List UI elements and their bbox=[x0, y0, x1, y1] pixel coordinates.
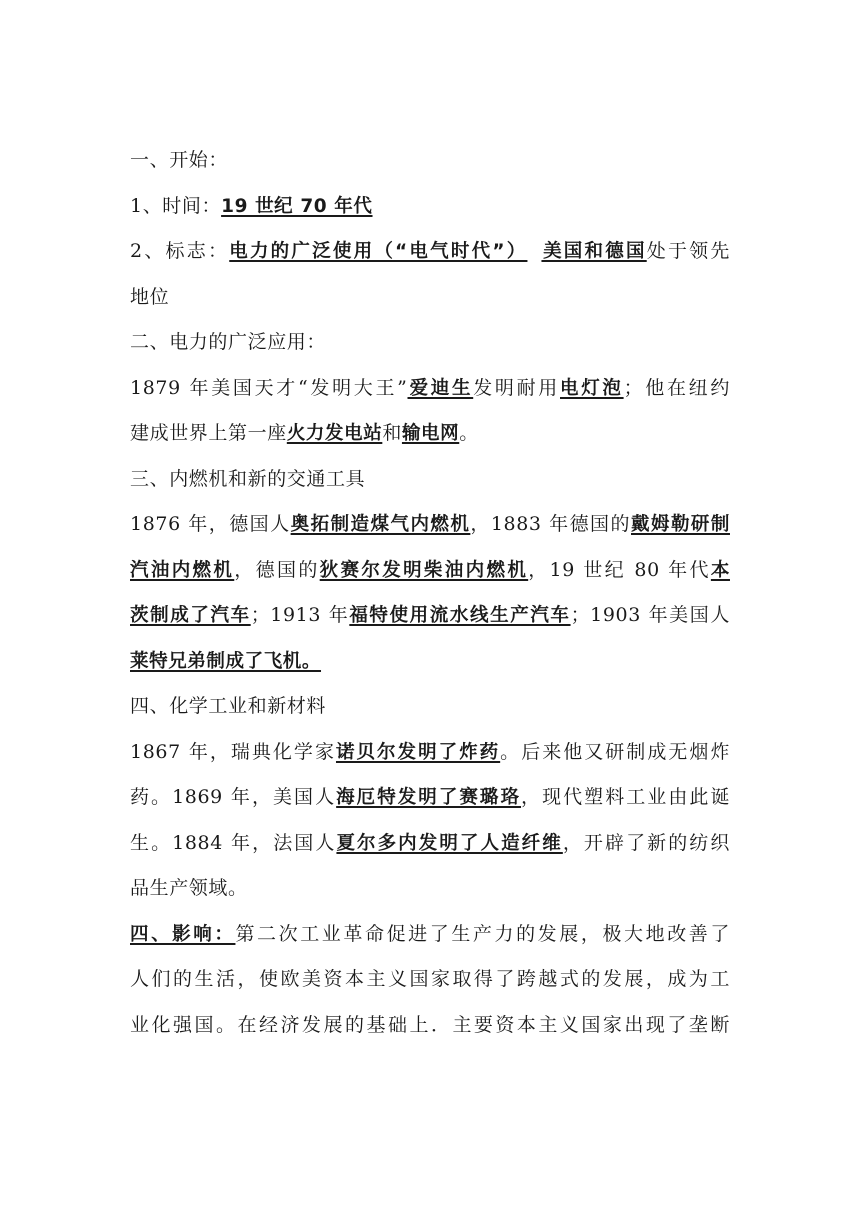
key-term: 狄赛尔发明柴油内燃机 bbox=[319, 559, 529, 581]
text-run: 第二次工业革命促进了生产力的发展，极大地改善了 bbox=[235, 922, 730, 945]
time-value: 19 世纪 70 年代 bbox=[221, 195, 373, 217]
paragraph-line bbox=[130, 366, 730, 412]
paragraph-line bbox=[130, 730, 730, 776]
key-term: 火力发电站 bbox=[286, 423, 383, 444]
paragraph-line bbox=[130, 775, 730, 821]
sign-line bbox=[130, 229, 730, 275]
text-run: 药。1869 年，美国人 bbox=[130, 786, 337, 808]
impact-line bbox=[130, 912, 730, 958]
time-label: 1、时间： bbox=[130, 194, 222, 217]
paragraph-line bbox=[130, 593, 730, 639]
text-run: ，开辟了新的纺织 bbox=[562, 831, 730, 854]
text-run: ，19 世纪 80 年代 bbox=[528, 558, 711, 581]
text-run: ；1913 年 bbox=[250, 604, 350, 626]
text-run: 建成世界上第一座 bbox=[130, 422, 287, 444]
section-heading-start bbox=[130, 138, 730, 184]
text-run: 1879 年美国天才“发明大王” bbox=[130, 376, 408, 399]
sign-label: 2、标志： bbox=[130, 240, 230, 262]
paragraph-line bbox=[130, 821, 730, 867]
paragraph-line bbox=[130, 411, 730, 457]
key-term: 本 bbox=[710, 559, 730, 581]
sign-tail: 处于领先 bbox=[646, 240, 730, 262]
key-term: 海厄特发明了赛璐珞 bbox=[336, 787, 522, 808]
key-term: 莱特兄弟制成了飞机。 bbox=[130, 650, 322, 672]
section-heading-impact: 四、影响： bbox=[130, 923, 236, 945]
heading-text: 二、电力的广泛应用： bbox=[130, 331, 327, 353]
key-term: 夏尔多内发明了人造纤维 bbox=[336, 832, 563, 854]
sign-tail-2: 地位 bbox=[130, 285, 170, 308]
key-term: 戴姆勒研制 bbox=[631, 514, 730, 535]
sign-value-countries: 美国和德国 bbox=[541, 241, 647, 262]
time-line bbox=[130, 184, 730, 230]
paragraph-line bbox=[130, 548, 730, 594]
text-run: ，1883 年德国的 bbox=[470, 513, 631, 535]
section-heading-electricity bbox=[130, 320, 730, 366]
key-term: 爱迪生 bbox=[407, 377, 474, 399]
text-run: 生。1884 年，法国人 bbox=[130, 831, 337, 854]
text-run: ，现代塑料工业由此诞 bbox=[521, 786, 731, 808]
key-term: 福特使用流水线生产汽车 bbox=[349, 605, 571, 626]
key-term: 茨制成了汽车 bbox=[130, 605, 251, 626]
paragraph-line bbox=[130, 639, 730, 685]
document-page bbox=[130, 138, 730, 1048]
key-term: 电灯泡 bbox=[560, 377, 624, 399]
text-run: 1867 年，瑞典化学家 bbox=[130, 740, 336, 763]
key-term: 汽油内燃机 bbox=[130, 559, 235, 581]
paragraph-line bbox=[130, 866, 730, 912]
paragraph-line bbox=[130, 1003, 730, 1049]
text-run: 1876 年，德国人 bbox=[130, 513, 291, 535]
section-heading-engines bbox=[130, 457, 730, 503]
text-run: 。后来他又研制成无烟炸 bbox=[500, 740, 730, 763]
text-run: 和 bbox=[382, 422, 402, 444]
text-run: ；1903 年美国人 bbox=[570, 604, 731, 626]
heading-text: 一、开始： bbox=[130, 149, 229, 171]
text-run: ，德国的 bbox=[234, 558, 320, 581]
text-run: 发明耐用 bbox=[473, 376, 560, 399]
key-term: 奥拓制造煤气内燃机 bbox=[290, 514, 471, 535]
paragraph-line bbox=[130, 957, 730, 1003]
key-term: 输电网 bbox=[401, 423, 460, 444]
text-run: 业化强国。在经济发展的基础上．主要资本主义国家出现了垄断 bbox=[130, 1013, 730, 1036]
section-heading-chemistry bbox=[130, 684, 730, 730]
heading-text: 四、化学工业和新材料 bbox=[130, 695, 327, 717]
sign-value-electricity: 电力的广泛使用（“电气时代”） bbox=[229, 241, 528, 262]
text-run: 。 bbox=[459, 422, 479, 444]
paragraph-line bbox=[130, 502, 730, 548]
text-run: 品生产领域。 bbox=[130, 877, 248, 899]
text-run: ；他在纽约 bbox=[623, 376, 730, 399]
key-term: 诺贝尔发明了炸药 bbox=[335, 741, 501, 763]
heading-text: 三、内燃机和新的交通工具 bbox=[130, 467, 366, 490]
sign-line-cont bbox=[130, 275, 730, 321]
text-run: 人们的生活，使欧美资本主义国家取得了跨越式的发展，成为工 bbox=[130, 968, 730, 990]
